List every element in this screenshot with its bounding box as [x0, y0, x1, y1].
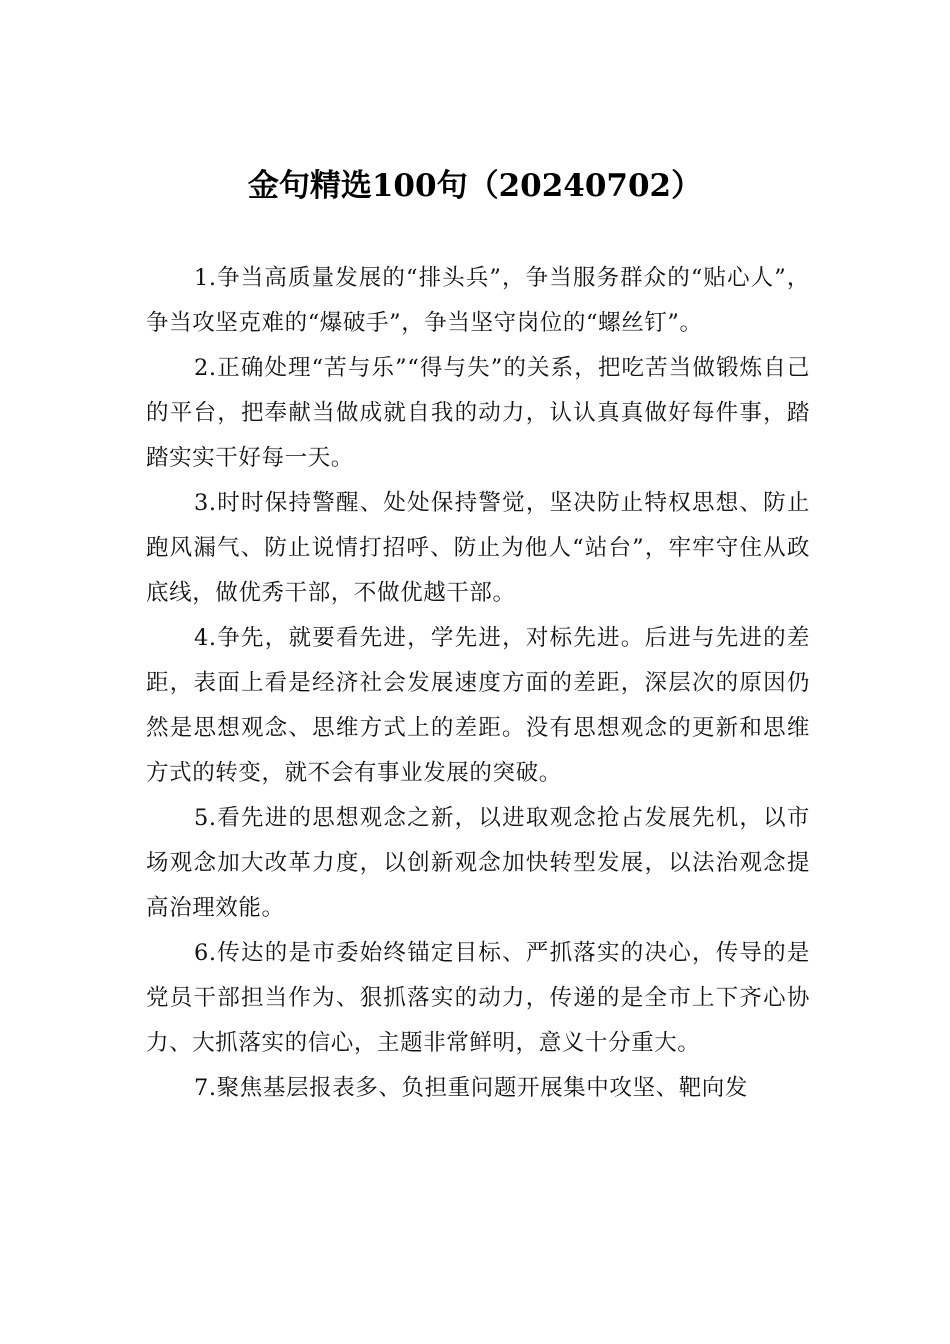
paragraph-6: 6.传达的是市委始终锚定目标、严抓落实的决心，传导的是党员干部担当作为、狠抓落实的动力，传递的是全市上下齐心协力、大抓落实的信心，主题非常鲜明，意义十分重大。: [146, 940, 810, 1056]
paragraph-1: 1.争当高质量发展的“排头兵”，争当服务群众的“贴心人”，争当攻坚克难的“爆破手”，争当坚守岗位的“螺丝钉”。: [146, 265, 810, 336]
document-title: 金句精选100句（20240702）: [247, 168, 703, 204]
paragraph-7: 7.聚焦基层报表多、负担重问题开展集中攻坚、靶向发: [194, 1075, 748, 1101]
paragraph-3: 3.时时保持警醒、处处保持警觉，坚决防止特权思想、防止跑风漏气、防止说情打招呼、防止为他人“站台”，牢牢守住从政底线，做优秀干部，不做优越干部。: [146, 490, 810, 606]
paragraph-4: 4.争先，就要看先进，学先进，对标先进。后进与先进的差距，表面上看是经济社会发展速度方面的差距，深层次的原因仍然是思想观念、思维方式上的差距。没有思想观念的更新和思维方式的转变，就不会有事业发展的突破。: [146, 625, 810, 786]
document-body: [146, 256, 810, 1111]
paragraph-5: 5.看先进的思想观念之新，以进取观念抢占发展先机，以市场观念加大改革力度，以创新观念加快转型发展，以法治观念提高治理效能。: [146, 805, 810, 921]
paragraph-2: 2.正确处理“苦与乐”“得与失”的关系，把吃苦当做锻炼自己的平台，把奉献当做成就自我的动力，认认真真做好每件事，踏踏实实干好每一天。: [146, 355, 810, 471]
